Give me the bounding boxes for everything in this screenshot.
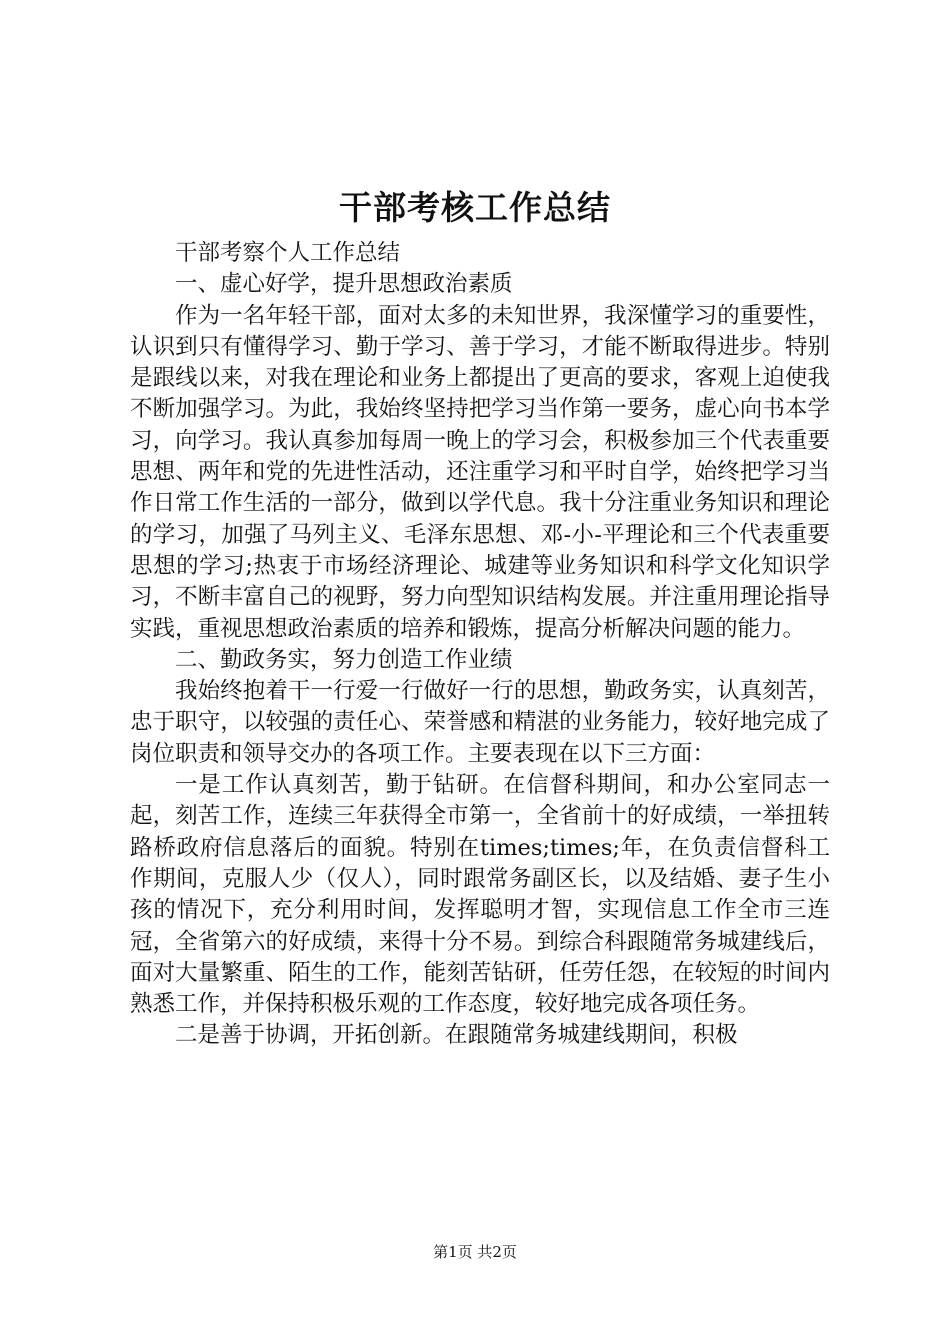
page-footer [0, 1242, 950, 1262]
body-paragraph: 二是善于协调，开拓创新。在跟随常务城建线期间，积极 [175, 1022, 738, 1049]
body-paragraph: 我始终抱着干一行爱一行做好一行的思想，勤政务实，认真刻苦，忠于职守，以较强的责任心、荣誉感和精湛的业务能力，较好地完成了岗位职责和领导交办的各项工作。主要表现在以下三方面： [130, 678, 830, 767]
document-body [130, 238, 830, 1052]
subtitle-paragraph: 干部考察个人工作总结 [175, 240, 401, 266]
section-heading-1: 一、虚心好学，提升思想政治素质 [175, 271, 513, 298]
body-paragraph: 一是工作认真刻苦，勤于钻研。在信督科期间，和办公室同志一起，刻苦工作，连续三年获得全市第一，全省前十的好成绩，一举扭转路桥政府信息落后的面貌。特别在times;times;年，在负责信督科工作期间，克服人少（仅人），同时跟常务副区长，以及结婚、妻子生小孩的情况下，充分利用时间，发挥聪明才智，实现信息工作全市三连冠，全省第六的好成绩，来得十分不易。到综合科跟随常务城建线后，面对大量繁重、陌生的工作，能刻苦钻研，任劳任怨，在较短的时间内熟悉工作，并保持积极乐观的工作态度，较好地完成各项任务。 [130, 772, 830, 1018]
body-paragraph: 作为一名年轻干部，面对太多的未知世界，我深懂学习的重要性，认识到只有懂得学习、勤于学习、善于学习，才能不断取得进步。特别是跟线以来，对我在理论和业务上都提出了更高的要求，客观上迫使我不断加强学习。为此，我始终坚持把学习当作第一要务，虚心向书本学习，向学习。我认真参加每周一晚上的学习会，积极参加三个代表重要思想、两年和党的先进性活动，还注重学习和平时自学，始终把学习当作日常工作生活的一部分，做到以学代息。我十分注重业务知识和理论的学习，加强了马列主义、毛泽东思想、邓-小-平理论和三个代表重要思想的学习;热衷于市场经济理论、城建等业务知识和科学文化知识学习，不断丰富自己的视野，努力向型知识结构发展。并注重用理论指导实践，重视思想政治素质的培养和锻炼，提高分析解决问题的能力。 [130, 302, 830, 642]
page-total: 共2页 [477, 1243, 517, 1261]
section-heading-2: 二、勤政务实，努力创造工作业绩 [175, 646, 513, 673]
document-title: 干部考核工作总结 [339, 188, 611, 227]
page-number: 第1页 [433, 1243, 473, 1261]
